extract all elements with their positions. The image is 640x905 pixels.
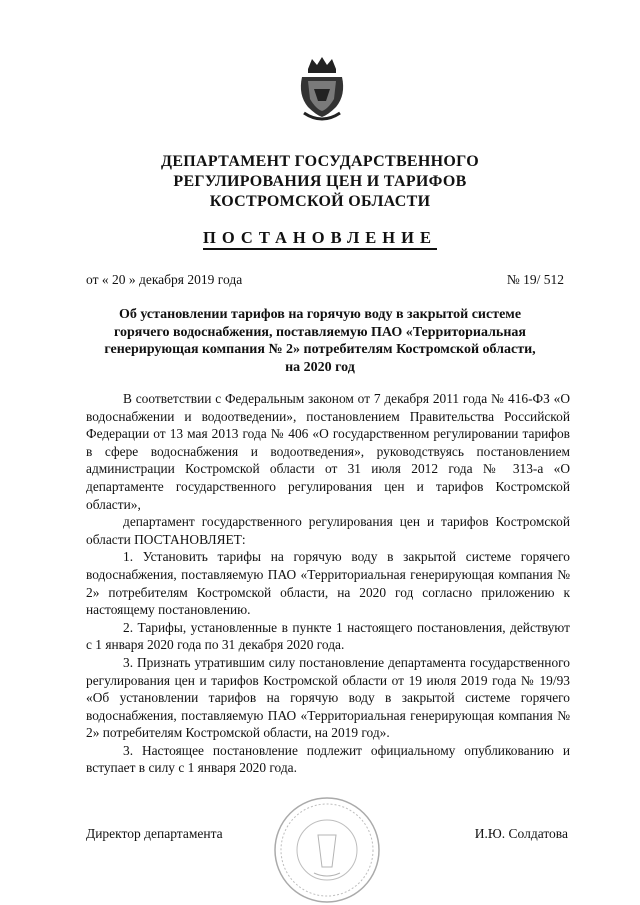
department-line: КОСТРОМСКОЙ ОБЛАСТИ: [209, 193, 431, 210]
document-heading: [80, 306, 560, 376]
heading-line: горячего водоснабжения, поставляемую ПАО «Территориальная: [114, 324, 526, 340]
document-date: от « 20 » декабря 2019 года: [86, 272, 243, 287]
department-name: [100, 152, 540, 212]
clause-1: 1. Установить тарифы на горячую воду в закрытой системе горячего водоснабжения, поставляемую ПАО «Территориальная генерирующая компания № 2» потребителям Костромской области, на 2020 год согласно приложению к настоящему постановлению.: [86, 549, 570, 618]
document-body: [86, 390, 570, 777]
clause-2: 2. Тарифы, установленные в пункте 1 настоящего постановления, действуют с 1 января 2020 года по 31 декабря 2020 года.: [86, 619, 570, 653]
document-type-title: ПОСТАНОВЛЕНИЕ: [150, 228, 490, 248]
department-line: РЕГУЛИРОВАНИЯ ЦЕН И ТАРИФОВ: [173, 173, 467, 190]
clause-3: 3. Признать утратившим силу постановление департамента государственного регулирования цен и тарифов Костромской области от 19 июля 2019 года № 19/93 «Об установлении тарифов на горячую воду в закрытой системе горячего водоснабжения, поставляемую ПАО «Территориальная генерирующая компания № 2» потребителям Костромской области, на 2019 год».: [86, 654, 570, 741]
department-line: ДЕПАРТАМЕНТ ГОСУДАРСТВЕННОГО: [161, 153, 479, 170]
clause-4: 3. Настоящее постановление подлежит официальному опубликованию и вступает в силу с 1 января 2020 года.: [86, 742, 570, 776]
heading-line: на 2020 год: [285, 359, 355, 375]
resolution-paragraph: департамент государственного регулирования цен и тарифов Костромской области ПОСТАНОВЛЯЕТ:: [86, 514, 570, 547]
heading-line: генерирующая компания № 2» потребителям Костромской области,: [104, 342, 536, 357]
signatory-position: Директор департамента: [86, 826, 223, 841]
signatory-name: И.Ю. Солдатова: [474, 826, 568, 841]
document-number: № 19/ 512: [506, 272, 564, 287]
kostroma-coat-of-arms-icon: [294, 55, 350, 123]
official-round-seal-icon: [272, 795, 382, 905]
intro-paragraph: В соответствии с Федеральным законом от 7 декабря 2011 года № 416-ФЗ «О водоснабжении и водоотведении», постановлением Правительства Российской Федерации от 13 мая 2013 года № 406 «О государственном регулировании тарифов в сфере водоснабжения и водоотведения», руководствуясь постановлением администрации Костромской области от 31 июля 2012 года № 313-а «О департаменте государственного регулирования цен и тарифов Костромской области»,: [86, 391, 570, 512]
heading-line: Об установлении тарифов на горячую воду в закрытой системе: [118, 307, 522, 322]
